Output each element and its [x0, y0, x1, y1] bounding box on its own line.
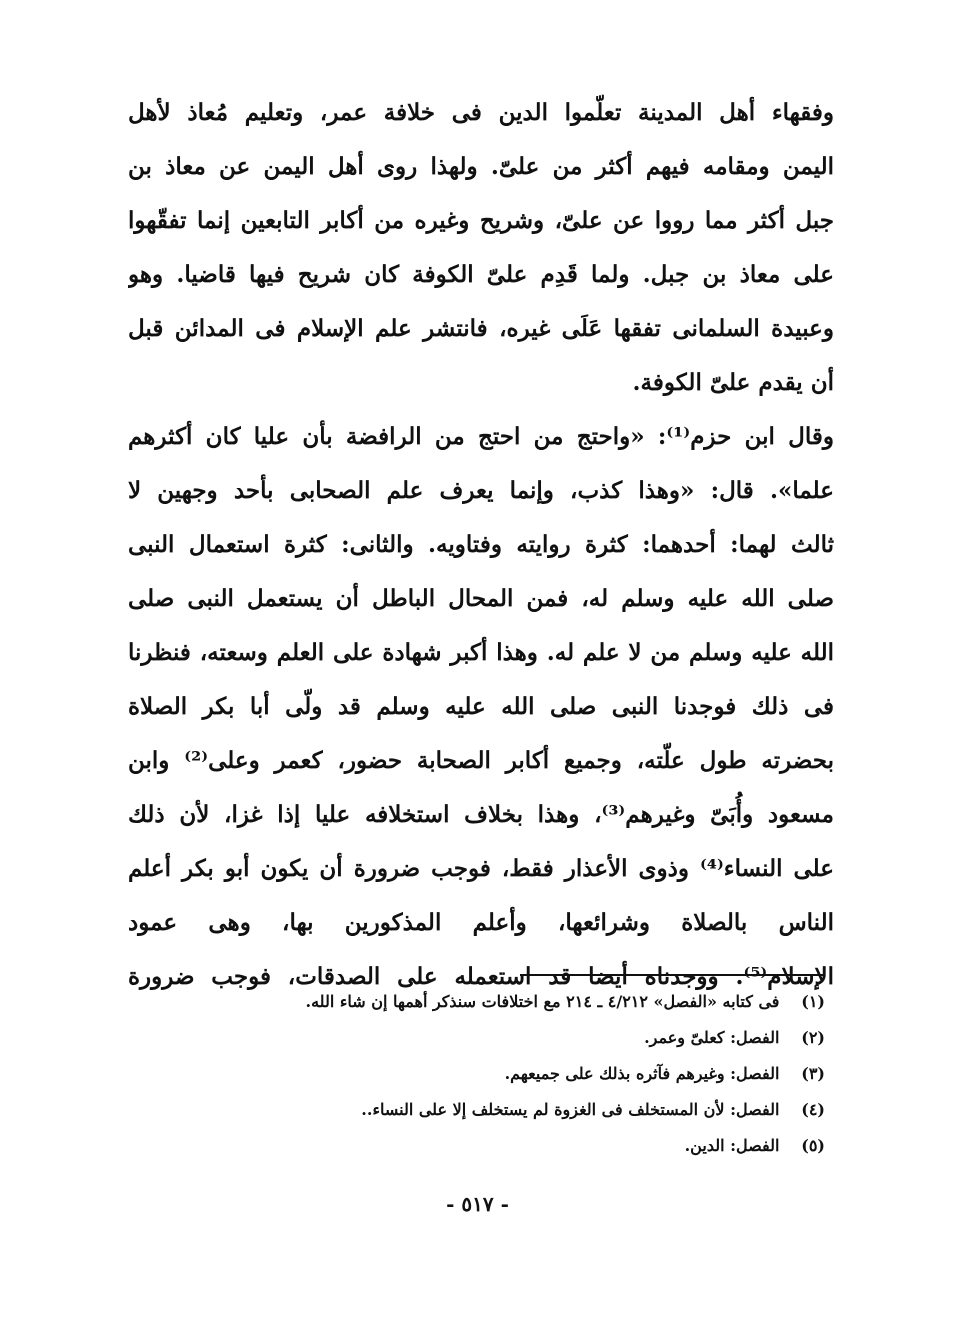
footnote-text: الفصل: كعلىّ وعمر. [644, 1028, 780, 1047]
footnote-5 [205, 1128, 825, 1164]
text-line: ثالث لهما: أحدهما: كثرة روايته وفتاويه. والثانى: كثرة استعمال النبى [128, 531, 834, 558]
text-line: وقال ابن حزم⁽¹⁾: «واحتج من احتج من الرافضة بأن عليا كان أكثرهم [128, 423, 834, 450]
text-line: بحضرته طول علّته، وجميع أكابر الصحابة حضور، كعمر وعلى⁽²⁾ وابن [128, 747, 834, 774]
main-text [128, 86, 834, 1004]
text-line: صلى الله عليه وسلم له، فمن المحال الباطل أن يستعمل النبى صلى [128, 585, 834, 612]
footnote-number: (١) [801, 992, 825, 1011]
text-line: فى ذلك فوجدنا النبى صلى الله عليه وسلم قد ولّى أبا بكر الصلاة [128, 693, 834, 720]
footnote-2 [205, 1020, 825, 1056]
text-line: جبل أكثر مما رووا عن علىّ، وشريح وغيره من أكابر التابعين إنما تفقّهوا [128, 207, 834, 234]
footnote-number: (٣) [801, 1064, 825, 1083]
text-line: مسعود وأُبَىّ وغيرهم⁽³⁾، وهذا بخلاف استخلافه عليا إذا غزا، لأن ذلك [128, 801, 834, 828]
footnote-1 [205, 984, 825, 1020]
footnote-4 [205, 1092, 825, 1128]
footnote-text: الفصل: الدين. [684, 1136, 780, 1155]
text-line: وفقهاء أهل المدينة تعلّموا الدين فى خلافة عمر، وتعليم مُعاذ لأهل [128, 99, 834, 126]
text-line: أن يقدم علىّ الكوفة. [632, 369, 834, 396]
footnote-divider [520, 974, 823, 976]
footnote-number: (٤) [801, 1100, 825, 1119]
footnote-text: الفصل: وغيرهم فآثره بذلك على جميعهم. [504, 1064, 780, 1083]
footnote-text: فى كتابه «الفصل» ٤/٢١٢ ـ ٢١٤ مع اختلافات سنذكر أهمها إن شاء الله. [305, 992, 780, 1011]
footnote-text: الفصل: لأن المستخلف فى الغزوة لم يستخلف إلا على النساء.. [361, 1100, 780, 1119]
text-line: اليمن ومقامه فيهم أكثر من علىّ. ولهذا روى أهل اليمن عن معاذ بن [128, 153, 834, 180]
footnote-3 [205, 1056, 825, 1092]
text-line: الناس بالصلاة وشرائعها، وأعلم المذكورين بها، وهى عمود [128, 909, 834, 936]
footnotes [205, 984, 825, 1164]
page-number: - ٥١٧ - [446, 1192, 509, 1216]
text-line: الله عليه وسلم من لا علم له. وهذا أكبر شهادة على العلم وسعته، فنظرنا [128, 639, 834, 666]
footnote-number: (٢) [801, 1028, 825, 1047]
footnote-number: (٥) [801, 1136, 825, 1155]
text-line: الإسلام⁽⁵⁾. ووجدناه أيضا قد استعمله على الصدقات، فوجب ضرورة [128, 963, 834, 990]
text-line: علما». قال: «وهذا كذب، وإنما يعرف علم الصحابى بأحد وجهين لا [128, 477, 834, 504]
text-line: على النساء⁽⁴⁾ وذوى الأعذار فقط، فوجب ضرورة أن يكون أبو بكر أعلم [128, 855, 834, 882]
text-line: وعبيدة السلمانى تفقها عَلَى غيره، فانتشر علم الإسلام فى المدائن قبل [128, 315, 834, 342]
text-line: على معاذ بن جبل. ولما قَدِم علىّ الكوفة كان شريح فيها قاضيا. وهو [128, 261, 834, 288]
